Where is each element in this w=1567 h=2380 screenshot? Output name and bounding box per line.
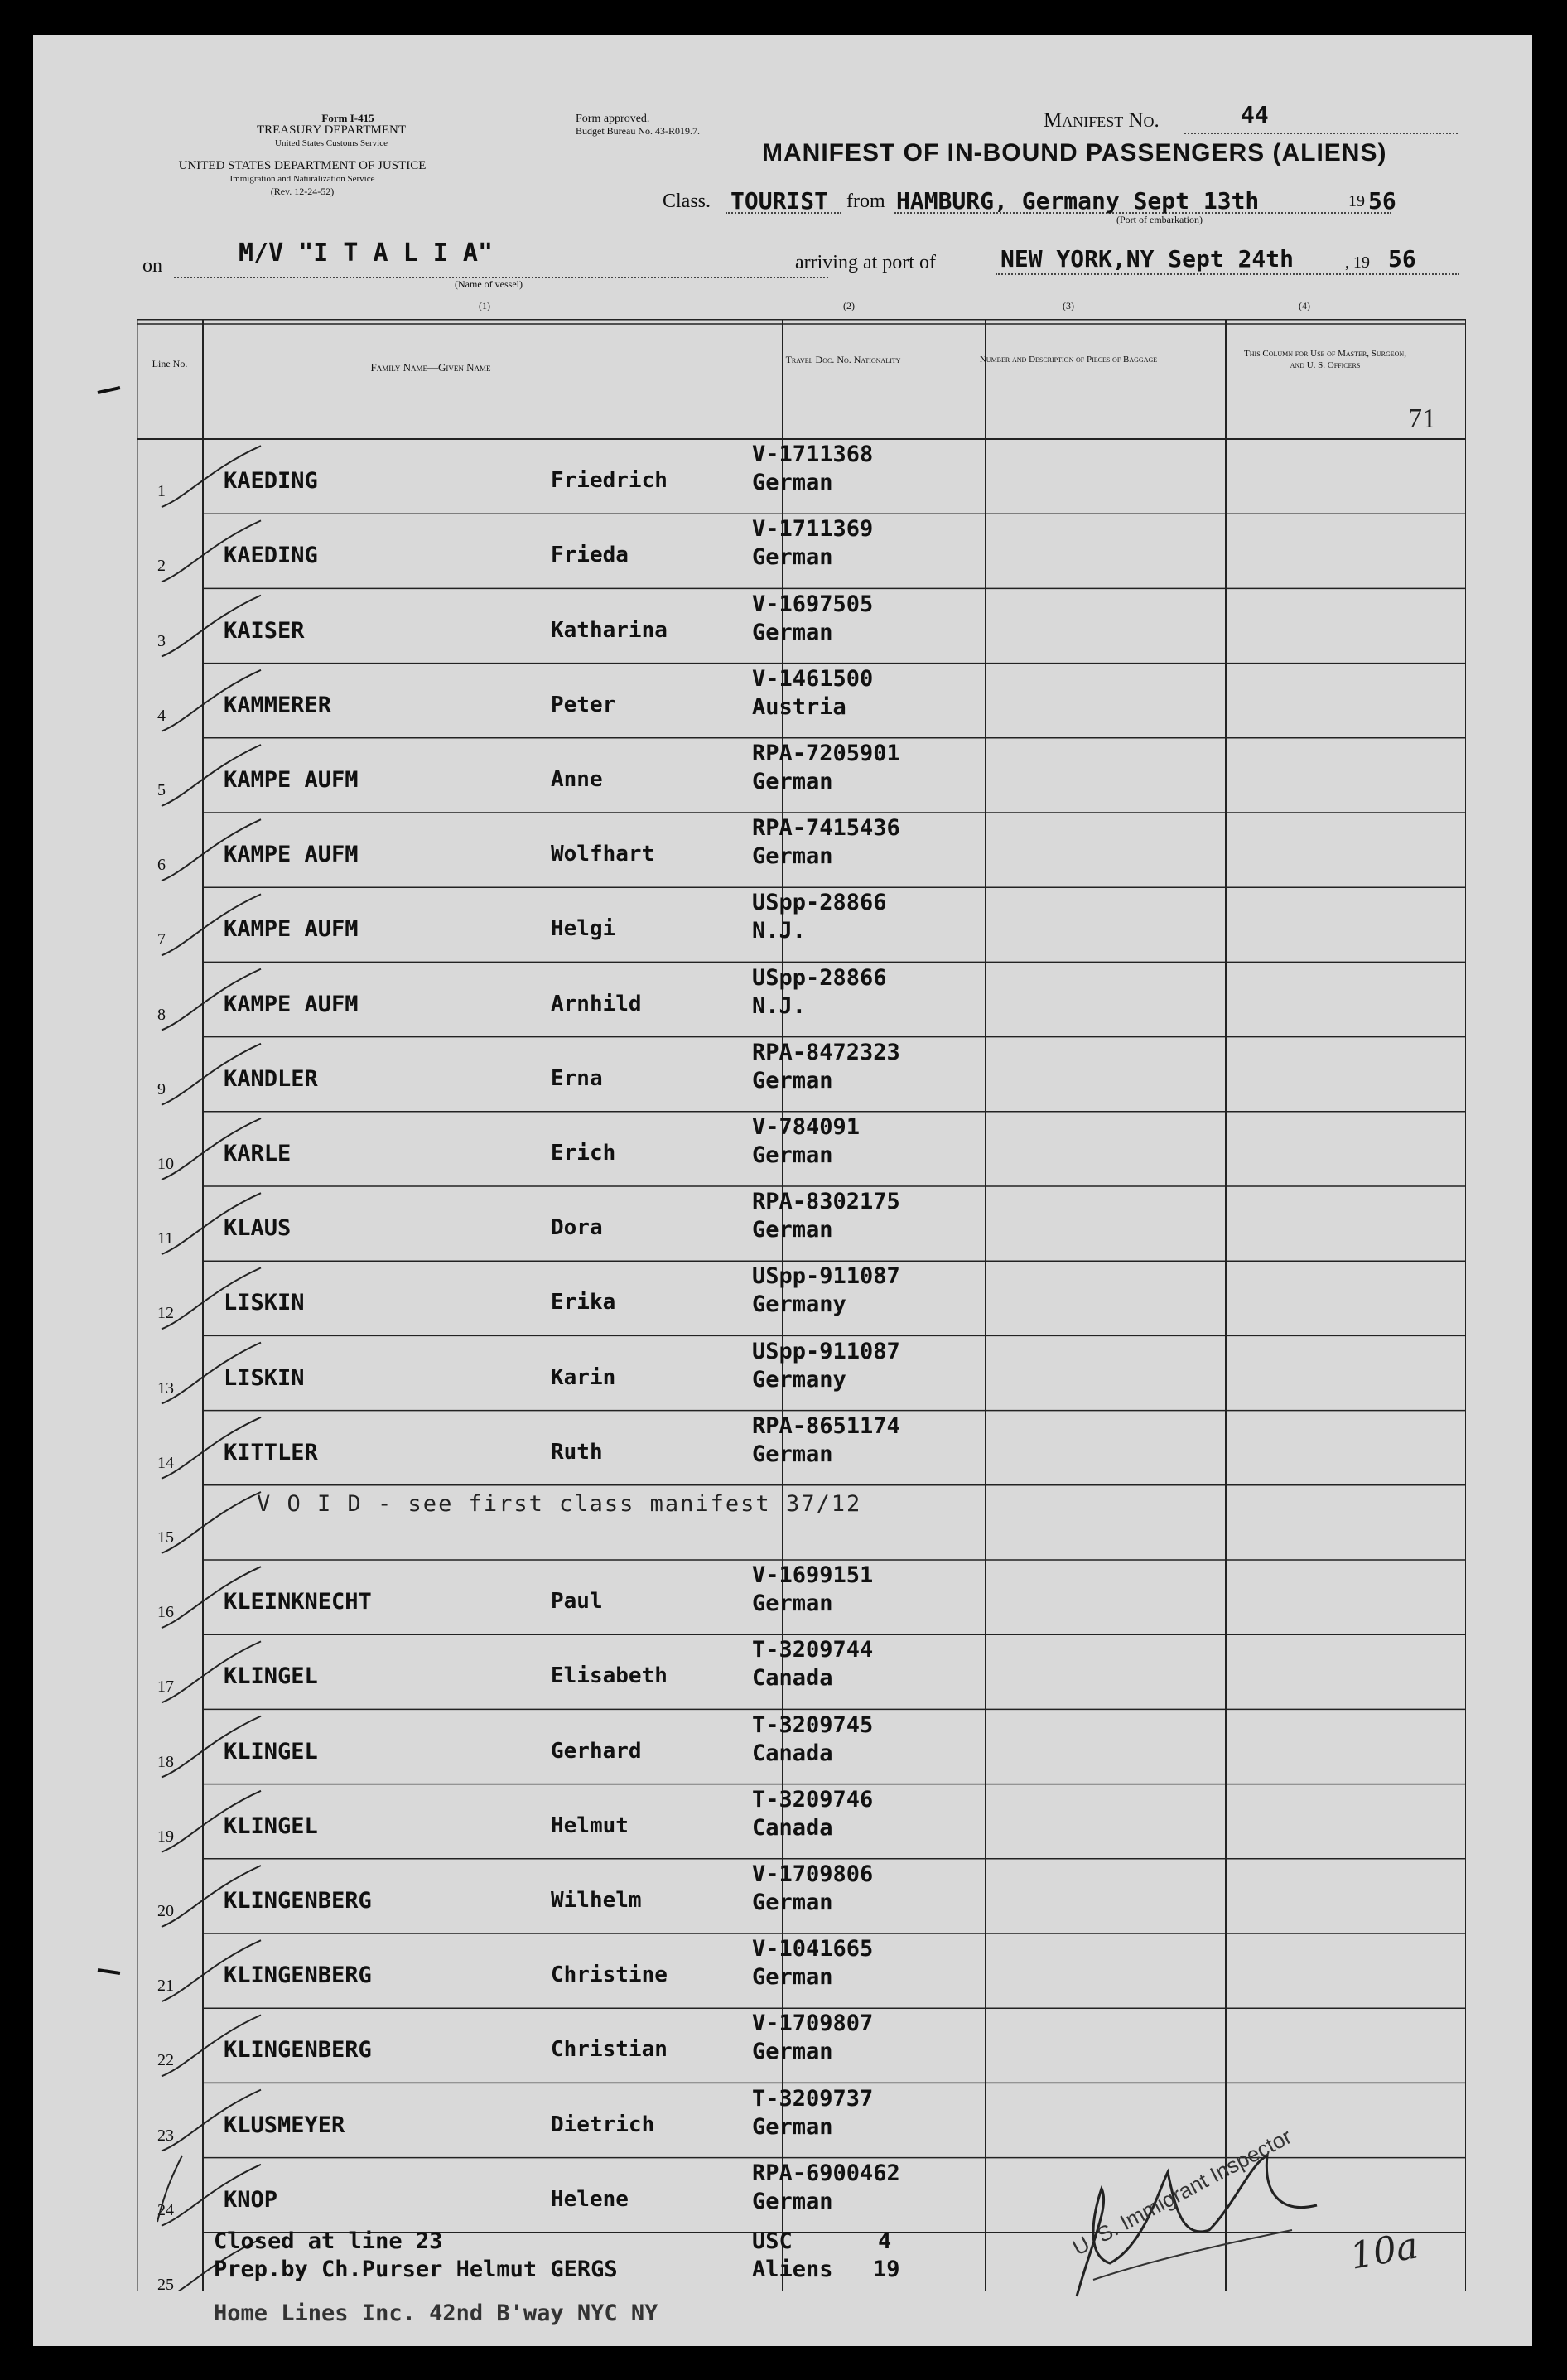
handwritten-marks: [33, 35, 1532, 2346]
passenger-family-name: KLINGEL: [224, 1813, 318, 1839]
void-note: V O I D - see first class manifest 37/12: [257, 1491, 862, 1517]
nationality: N.J.: [752, 992, 807, 1019]
passenger-family-name: KLINGEL: [224, 1663, 318, 1690]
passenger-given-name: Wilhelm: [551, 1888, 642, 1913]
travel-doc-number: USpp-28866: [752, 890, 887, 916]
row-line-number: 17: [157, 1678, 174, 1697]
travel-doc-number: T-3209746: [752, 1786, 874, 1813]
travel-doc-number: RPA-8302175: [752, 1189, 900, 1215]
row-line-number: 18: [157, 1752, 174, 1771]
passenger-given-name: Christian: [551, 2037, 668, 2063]
row-line-number: 3: [157, 631, 166, 650]
from-year: 56: [1368, 187, 1396, 215]
row-line-number: 21: [157, 1977, 174, 1996]
nationality: Austria: [752, 693, 846, 720]
col-header-line-no: Line No.: [152, 358, 188, 369]
passenger-family-name: KAMMERER: [224, 692, 332, 718]
passenger-given-name: Wolfhart: [551, 842, 655, 867]
passenger-family-name: KAMPE AUFM: [224, 842, 359, 868]
row-line-number: 11: [157, 1229, 174, 1248]
travel-doc-number: RPA-8651174: [752, 1412, 900, 1439]
travel-doc-number: V-1041665: [752, 1936, 874, 1962]
nationality: German: [752, 1591, 833, 1617]
vessel-name: M/V "I T A L I A": [239, 239, 494, 268]
passenger-family-name: KLUSMEYER: [224, 2112, 345, 2138]
nationality: Germany: [752, 1366, 846, 1393]
treasury-dept: TREASURY DEPARTMENT: [256, 123, 407, 137]
nationality: Canada: [752, 1814, 833, 1841]
row-line-number: 23: [157, 2126, 174, 2145]
passenger-given-name: Helgi: [551, 916, 616, 942]
nationality: German: [752, 1067, 833, 1093]
travel-doc-number: T-3209744: [752, 1637, 874, 1663]
inspector-mark: 10a: [1347, 2224, 1422, 2278]
budget-bureau: Budget Bureau No. 43-R019.7.: [576, 125, 700, 137]
travel-doc-number: T-3209737: [752, 2085, 874, 2112]
from-label: from: [846, 191, 885, 212]
row-line-number: 15: [157, 1528, 174, 1547]
arriving-label: arriving at port of: [795, 252, 936, 273]
row-line-number: 25: [157, 2276, 174, 2294]
manifest-no-label: Manifest No.: [1044, 109, 1160, 132]
manifest-page: [33, 35, 1532, 2346]
arrival-value: NEW YORK,NY Sept 24th: [1000, 245, 1295, 273]
travel-doc-number: V-1709806: [752, 1861, 874, 1887]
travel-doc-number: USpp-911087: [752, 1338, 900, 1364]
passenger-given-name: Helmut: [551, 1813, 629, 1838]
passenger-family-name: KLINGEL: [224, 1738, 318, 1764]
travel-doc-number: RPA-7415436: [752, 815, 900, 842]
row-line-number: 6: [157, 856, 166, 875]
passenger-given-name: Helene: [551, 2186, 629, 2212]
passenger-family-name: KNOP: [224, 2186, 278, 2213]
col-header-officers: This Column for Use of Master, Surgeon, and U. S. Officers: [1244, 349, 1406, 370]
row-line-number: 12: [157, 1304, 174, 1323]
passenger-family-name: KLINGENBERG: [224, 1962, 372, 1989]
travel-doc-number: V-1461500: [752, 665, 874, 692]
travel-doc-number: RPA-6900462: [752, 2160, 900, 2186]
nationality: German: [752, 2113, 833, 2140]
port-of-embarkation-note: (Port of embarkation): [1116, 214, 1203, 225]
travel-doc-number: USpp-28866: [752, 964, 887, 991]
travel-doc-number: T-3209745: [752, 1711, 874, 1738]
nationality: Canada: [752, 1740, 833, 1766]
travel-doc-number: V-1697505: [752, 591, 874, 617]
passenger-family-name: KAISER: [224, 617, 305, 644]
manifest-number: 44: [1241, 101, 1269, 128]
passenger-given-name: Arnhild: [551, 991, 642, 1016]
passenger-given-name: Karin: [551, 1364, 616, 1390]
passenger-family-name: KAMPE AUFM: [224, 767, 359, 793]
nationality: Canada: [752, 1665, 833, 1692]
form-number: Form I-415: [321, 112, 374, 124]
travel-doc-number: RPA-8472323: [752, 1039, 900, 1065]
passenger-given-name: Frieda: [551, 543, 629, 568]
col-header-baggage: Number and Description of Pieces of Baggage: [979, 355, 1158, 364]
from-year-prefix: 19: [1348, 192, 1365, 210]
on-label: on: [142, 255, 162, 277]
nationality: German: [752, 1217, 833, 1243]
class-label: Class.: [663, 191, 711, 212]
arrival-year-prefix: , 19: [1345, 253, 1370, 272]
row-line-number: 16: [157, 1603, 174, 1622]
passenger-given-name: Ruth: [551, 1439, 603, 1465]
nationality: German: [752, 544, 833, 571]
passenger-family-name: KLINGENBERG: [224, 2037, 372, 2064]
passenger-given-name: Katharina: [551, 617, 668, 643]
row-line-number: 4: [157, 706, 166, 725]
revision-date: (Rev. 12-24-52): [270, 186, 335, 197]
passenger-given-name: Dietrich: [551, 2112, 655, 2137]
passenger-family-name: KITTLER: [224, 1439, 318, 1465]
col-header-travel-doc: Travel Doc. No. Nationality: [785, 354, 901, 365]
passenger-family-name: LISKIN: [224, 1364, 305, 1391]
travel-doc-number: USpp-911087: [752, 1263, 900, 1290]
passenger-given-name: Paul: [551, 1589, 603, 1615]
passenger-given-name: Erich: [551, 1141, 616, 1166]
ins-service: Immigration and Naturalization Service: [229, 174, 375, 184]
aliens-count: 19: [873, 2257, 900, 2282]
travel-doc-number: RPA-7205901: [752, 741, 900, 766]
row-line-number: 8: [157, 1005, 166, 1024]
row-line-number: 1: [157, 482, 166, 501]
col-num-4: (4): [1299, 300, 1310, 311]
passenger-family-name: KAEDING: [224, 543, 318, 569]
row-line-number: 7: [157, 930, 166, 949]
row-line-number: 22: [157, 2051, 174, 2070]
passenger-family-name: KLINGENBERG: [224, 1888, 372, 1914]
passenger-family-name: LISKIN: [224, 1290, 305, 1316]
passenger-given-name: Friedrich: [551, 468, 668, 494]
usc-count: 4: [878, 2228, 892, 2254]
row-line-number: 14: [157, 1453, 174, 1472]
col-num-1: (1): [479, 300, 490, 311]
passenger-family-name: KLEINKNECHT: [224, 1589, 372, 1615]
usc-label: USC: [752, 2228, 793, 2254]
travel-doc-number: V-1711369: [752, 516, 874, 543]
passenger-given-name: Elisabeth: [551, 1663, 668, 1689]
page-mark: 71: [1408, 403, 1436, 434]
passenger-family-name: KAMPE AUFM: [224, 916, 359, 943]
justice-dept: UNITED STATES DEPARTMENT OF JUSTICE: [178, 159, 427, 172]
passenger-given-name: Dora: [551, 1215, 603, 1241]
passenger-given-name: Erika: [551, 1290, 616, 1316]
travel-doc-number: V-1709807: [752, 2011, 874, 2037]
passenger-family-name: KAEDING: [224, 468, 318, 495]
form-approved: Form approved.: [576, 113, 650, 125]
passenger-given-name: Peter: [551, 692, 616, 717]
from-value: HAMBURG, Germany Sept 13th: [896, 187, 1260, 215]
col-num-2: (2): [843, 300, 855, 311]
travel-doc-number: V-784091: [752, 1114, 861, 1140]
row-line-number: 13: [157, 1378, 174, 1398]
passenger-given-name: Gerhard: [551, 1738, 642, 1764]
prepared-by: Prep.by Ch.Purser Helmut GERGS: [214, 2257, 618, 2282]
vessel-name-note: (Name of vessel): [455, 278, 523, 290]
class-value: TOURIST: [730, 187, 829, 215]
passenger-given-name: Erna: [551, 1065, 603, 1091]
travel-doc-number: V-1699151: [752, 1562, 874, 1589]
row-line-number: 2: [157, 557, 166, 576]
passenger-given-name: Anne: [551, 767, 603, 792]
row-line-number: 19: [157, 1827, 174, 1846]
nationality: German: [752, 2188, 833, 2214]
passenger-family-name: KLAUS: [224, 1215, 292, 1242]
nationality: German: [752, 1890, 833, 1915]
travel-doc-number: V-1711368: [752, 442, 874, 468]
inspector-stamp-text: U. S. Immigrant Inspector: [1068, 2123, 1296, 2261]
nationality: German: [752, 1441, 833, 1467]
arrival-year: 56: [1388, 245, 1416, 273]
nationality: German: [752, 470, 833, 496]
passenger-family-name: KARLE: [224, 1141, 292, 1166]
row-line-number: 9: [157, 1079, 166, 1098]
row-line-number: 10: [157, 1155, 174, 1173]
home-lines-address: Home Lines Inc. 42nd B'way NYC NY: [214, 2300, 658, 2326]
passenger-given-name: Christine: [551, 1962, 668, 1988]
row-line-number: 20: [157, 1902, 174, 1920]
row-line-number: 24: [157, 2200, 174, 2219]
col-num-3: (3): [1063, 300, 1074, 311]
manifest-title: MANIFEST OF IN-BOUND PASSENGERS (ALIENS): [762, 139, 1387, 167]
nationality: German: [752, 769, 833, 794]
nationality: N.J.: [752, 918, 807, 944]
nationality: German: [752, 1964, 833, 1991]
row-line-number: 5: [157, 781, 166, 799]
nationality: German: [752, 1142, 833, 1168]
customs-service: United States Customs Service: [275, 138, 388, 148]
closed-at-line: Closed at line 23: [214, 2228, 443, 2254]
passenger-family-name: KAMPE AUFM: [224, 991, 359, 1017]
passenger-family-name: KANDLER: [224, 1065, 318, 1092]
nationality: German: [752, 619, 833, 645]
aliens-label: Aliens: [752, 2257, 833, 2282]
nationality: Germany: [752, 1291, 846, 1318]
nationality: German: [752, 843, 833, 870]
nationality: German: [752, 2039, 833, 2065]
col-header-name: Family Name—Given Name: [370, 361, 491, 374]
